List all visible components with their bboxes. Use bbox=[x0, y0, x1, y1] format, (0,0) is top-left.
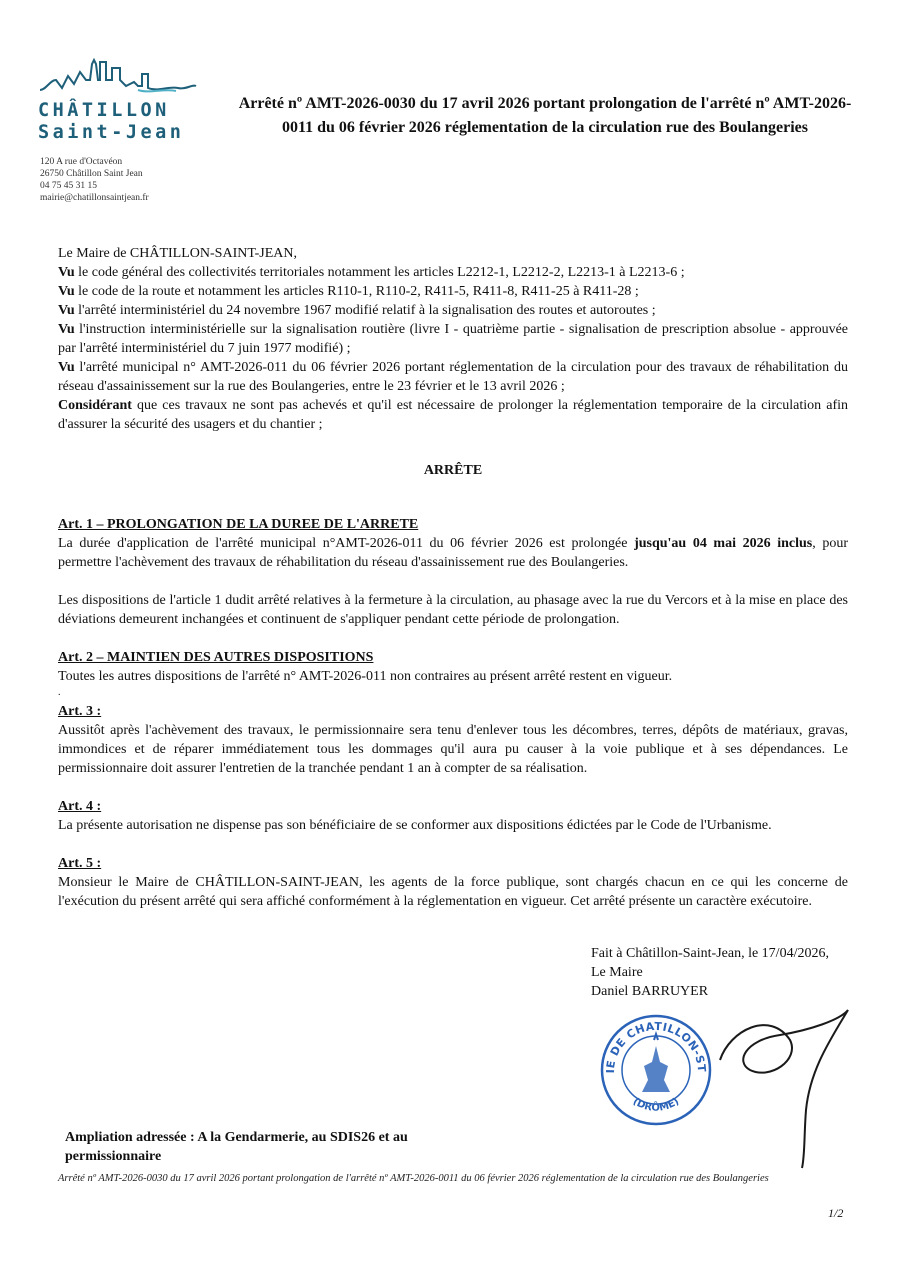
stray-dot: . bbox=[58, 687, 61, 698]
logo-line2: Saint-Jean bbox=[38, 122, 185, 143]
vu-keyword: Vu bbox=[58, 284, 75, 299]
article-3-title: Art. 3 : bbox=[58, 704, 102, 719]
article-1-paragraph-1 bbox=[58, 534, 848, 572]
signature-block bbox=[591, 944, 829, 1001]
vu-line-3 bbox=[58, 301, 848, 320]
municipal-logo bbox=[38, 50, 203, 144]
vu-text: l'arrêté municipal n° AMT-2026-011 du 06 février 2026 portant réglementation de la circulation pour des travaux de réhabilitation du réseau d'assainissement sur la rue des Boulangeries, entre le 23 février et le 13 avril 2026 ; bbox=[58, 360, 848, 394]
address-street: 120 A rue d'Octavéon bbox=[40, 157, 123, 167]
vu-line-2 bbox=[58, 282, 848, 301]
address-phone: 04 75 45 31 15 bbox=[40, 181, 97, 191]
article-2-paragraph: Toutes les autres dispositions de l'arrêté n° AMT-2026-011 non contraires au présent arrêté restent en vigueur. bbox=[58, 669, 673, 684]
handwritten-signature bbox=[710, 1000, 860, 1175]
vu-line-4 bbox=[58, 320, 848, 358]
ampliation-notice: Ampliation adressée : A la Gendarmerie, au SDIS26 et au permissionnaire bbox=[65, 1130, 408, 1164]
article-2-title: Art. 2 – MAINTIEN DES AUTRES DISPOSITIONS bbox=[58, 650, 374, 665]
logo-line1: CHÂTILLON bbox=[38, 100, 170, 121]
article-4-title: Art. 4 : bbox=[58, 799, 102, 814]
intro-line: Le Maire de CHÂTILLON-SAINT-JEAN, bbox=[58, 246, 297, 261]
article-3-paragraph: Aussitôt après l'achèvement des travaux, le permissionnaire sera tenu d'enlever tous les décombres, terres, dépôts de matériaux, gravas, immondices et de réparer immédiatement tous les dommages qu'il aura pu causer à la voie publique et à ses dépendances. Le permissionnaire doit assurer l'entretien de la tranchée pendant 1 an à compter de sa réalisation. bbox=[58, 723, 848, 776]
considerant-line bbox=[58, 396, 848, 434]
svg-text:(DRÔME): (DRÔME) bbox=[630, 1096, 682, 1114]
vu-keyword: Vu bbox=[58, 322, 75, 337]
document-title: Arrêté nº AMT-2026-0030 du 17 avril 2026 portant prolongation de l'arrêté nº AMT-2026-0011 du 06 février 2026 réglementation de la circulation rue des Boulangeries bbox=[238, 95, 852, 136]
vu-text: l'arrêté interministériel du 24 novembre 1967 modifié relatif à la signalisation des routes et autoroutes ; bbox=[74, 303, 656, 318]
article-5-paragraph: Monsieur le Maire de CHÂTILLON-SAINT-JEAN, les agents de la force publique, sont chargés chacun en ce qui les concerne de l'exécution du présent arrêté qui sera affiché conformément à la réglementation en vigueur. Cet arrêté présente un caractère exécutoire. bbox=[58, 875, 848, 909]
page-number: 1/2 bbox=[828, 1206, 844, 1220]
vu-text: l'instruction interministérielle sur la signalisation routière (livre I - quatrième partie - signalisation de prescription absolue - approuvée par l'arrêté interministériel du 7 juin 1977 modifié) ; bbox=[58, 322, 848, 356]
article-1-deadline: jusqu'au 04 mai 2026 inclus bbox=[634, 536, 813, 551]
considerant-text: que ces travaux ne sont pas achevés et qu'il est nécessaire de prolonger la réglementation temporaire de la circulation afin d'assurer la sécurité des usagers et du chantier ; bbox=[58, 398, 848, 432]
page-footer: Arrêté nº AMT-2026-0030 du 17 avril 2026 portant prolongation de l'arrêté nº AMT-2026-0011 du 06 février 2026 réglementation de la circulation rue des Boulangeries bbox=[58, 1173, 769, 1184]
vu-keyword: Vu bbox=[58, 360, 75, 375]
address-block bbox=[40, 156, 149, 204]
signature-icon bbox=[710, 1000, 860, 1170]
article-1-title: Art. 1 – PROLONGATION DE LA DUREE DE L'ARRETE bbox=[58, 517, 419, 532]
article-1-text-a: La durée d'application de l'arrêté municipal n°AMT-2026-011 du 06 février 2026 est prolongée bbox=[58, 536, 635, 551]
address-city: 26750 Châtillon Saint Jean bbox=[40, 169, 143, 179]
article-4-paragraph: La présente autorisation ne dispense pas son bénéficiaire de se conformer aux dispositions édictées par le Code de l'Urbanisme. bbox=[58, 818, 772, 833]
vu-keyword: Vu bbox=[58, 265, 75, 280]
svg-text:MAIRIE DE CHATILLON-ST-JEAN: IE DE CHATILLON-ST bbox=[603, 1019, 709, 1074]
signature-place-date: Fait à Châtillon-Saint-Jean, le 17/04/2026, bbox=[591, 946, 829, 961]
vu-line-1 bbox=[58, 263, 848, 282]
vu-keyword: Vu bbox=[58, 303, 75, 318]
signature-role: Le Maire bbox=[591, 965, 643, 980]
mairie-stamp-icon bbox=[596, 1010, 716, 1130]
article-1-paragraph-2: Les dispositions de l'article 1 dudit arrêté relatives à la fermeture à la circulation, au phasage avec la rue du Vercors et à la mise en place des déviations demeurent inchangées et continuent de s'appliquer pendant cette période de prolongation. bbox=[58, 593, 848, 627]
vu-text: le code général des collectivités territoriales notamment les articles L2212-1, L2212-2, L2213-1 à L2213-6 ; bbox=[74, 265, 685, 280]
document-body bbox=[58, 244, 848, 911]
village-skyline-icon bbox=[38, 50, 198, 98]
vu-text: le code de la route et notamment les articles R110-1, R110-2, R411-5, R411-8, R411-25 à R411-28 ; bbox=[74, 284, 639, 299]
article-5-title: Art. 5 : bbox=[58, 856, 102, 871]
address-email: mairie@chatillonsaintjean.fr bbox=[40, 193, 149, 203]
article-1-text-c: , pour permettre l'achèvement des travaux de réhabilitation du réseau d'assainissement rue des Boulangeries. bbox=[58, 536, 848, 570]
vu-line-5 bbox=[58, 358, 848, 396]
signature-name: Daniel BARRUYER bbox=[591, 984, 709, 999]
official-stamp bbox=[596, 1010, 716, 1135]
considerant-keyword: Considérant bbox=[58, 398, 132, 413]
decision-heading: ARRÊTE bbox=[423, 463, 483, 478]
